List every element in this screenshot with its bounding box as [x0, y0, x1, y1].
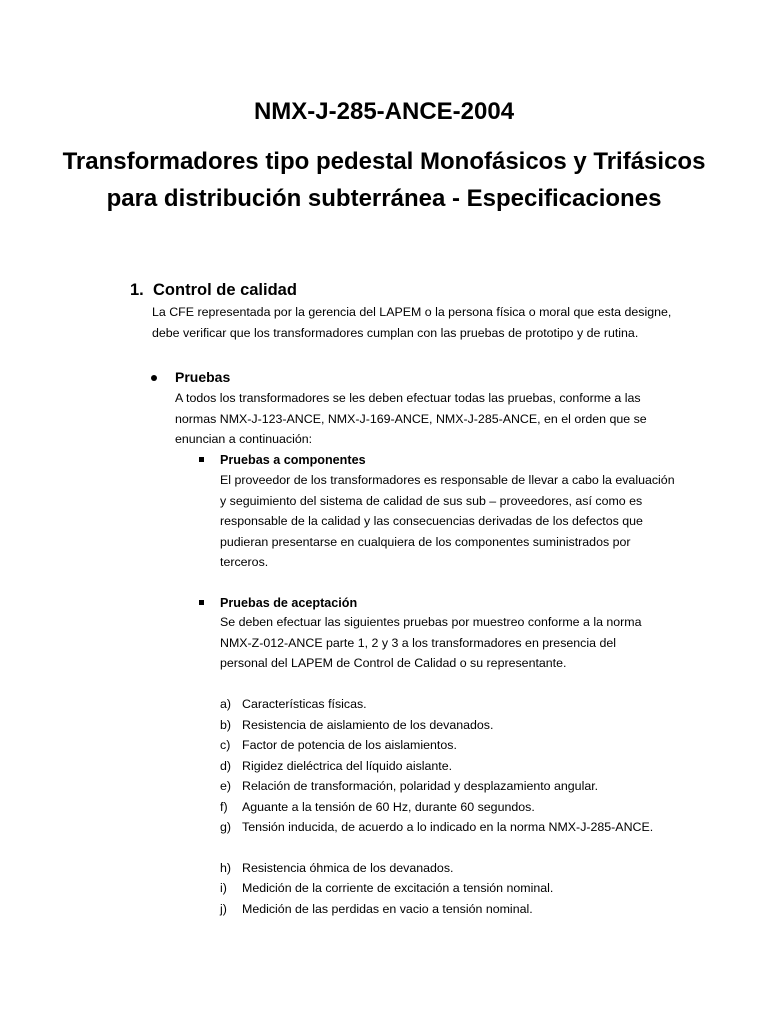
componentes-paragraph: El proveedor de los transformadores es responsable de llevar a cabo la evaluación y seguimiento del sistema de calidad de sus sub – proveedores, así como es responsable de la calidad y las consecuencias derivadas de los defectos que pudieran presentarse en cualquiera de los componentes suministrados por terceros. [220, 473, 675, 569]
document-code: NMX-J-285-ANCE-2004 [253, 98, 515, 125]
list-item-label: b) [220, 718, 232, 732]
list-item [220, 797, 680, 818]
list-item-label: j) [220, 902, 227, 916]
list-item-label: h) [220, 861, 232, 875]
list-item [220, 756, 680, 777]
list-item [220, 817, 660, 838]
list-item-text: Medición de las perdidas en vacio a tensión nominal. [242, 902, 533, 916]
section-number: 1. [130, 281, 144, 299]
square-bullet-icon [199, 457, 204, 462]
list-item-text: Aguante a la tensión de 60 Hz, durante 60 segundos. [242, 800, 535, 814]
list-item-text: Medición de la corriente de excitación a tensión nominal. [242, 881, 554, 895]
componentes-heading: Pruebas a componentes [220, 453, 366, 467]
section-heading-text: Control de calidad [153, 281, 297, 299]
list-item [220, 735, 680, 756]
list-item-label: g) [220, 820, 232, 834]
document-title: Transformadores tipo pedestal Monofásicos y Trifásicos para distribución subterránea - Especificaciones [62, 148, 706, 212]
aceptacion-paragraph: Se deben efectuar las siguientes pruebas por muestreo conforme a la norma NMX-Z-012-ANCE parte 1, 2 y 3 a los transformadores en presencia del personal del LAPEM de Control de Calidad o su representante. [220, 615, 642, 670]
list-item-text: Rigidez dieléctrica del líquido aislante. [242, 759, 453, 773]
list-item [220, 858, 680, 879]
square-bullet-icon [199, 600, 204, 605]
list-item-label: f) [220, 800, 228, 814]
list-item [220, 715, 680, 736]
list-item-label: e) [220, 779, 232, 793]
list-item-label: c) [220, 738, 231, 752]
pruebas-heading: Pruebas [175, 369, 231, 385]
list-item-text: Relación de transformación, polaridad y desplazamiento angular. [242, 779, 599, 793]
list-item-text: Resistencia de aislamiento de los devanados. [242, 718, 494, 732]
list-item [220, 878, 680, 899]
section-intro-paragraph: La CFE representada por la gerencia del LAPEM o la persona física o moral que esta designe, debe verificar que los transformadores cumplan con las pruebas de prototipo y de rutina. [152, 305, 672, 340]
list-item [220, 776, 680, 797]
aceptacion-heading: Pruebas de aceptación [220, 596, 358, 610]
section-heading [130, 278, 297, 302]
list-item-label: d) [220, 759, 232, 773]
list-item-label: i) [220, 881, 227, 895]
list-item-text: Resistencia óhmica de los devanados. [242, 861, 454, 875]
list-item-text: Características físicas. [242, 697, 367, 711]
list-item-text: Factor de potencia de los aislamientos. [242, 738, 457, 752]
list-item [220, 899, 680, 920]
bullet-dot-icon [151, 375, 157, 381]
list-item-label: a) [220, 697, 232, 711]
list-item [220, 694, 680, 715]
list-item-text: Tensión inducida, de acuerdo a lo indicado en la norma NMX-J-285-ANCE. [242, 820, 654, 834]
pruebas-paragraph: A todos los transformadores se les deben efectuar todas las pruebas, conforme a las normas NMX-J-123-ANCE, NMX-J-169-ANCE, NMX-J-285-ANCE, en el orden que se enuncian a continuación: [175, 391, 647, 446]
